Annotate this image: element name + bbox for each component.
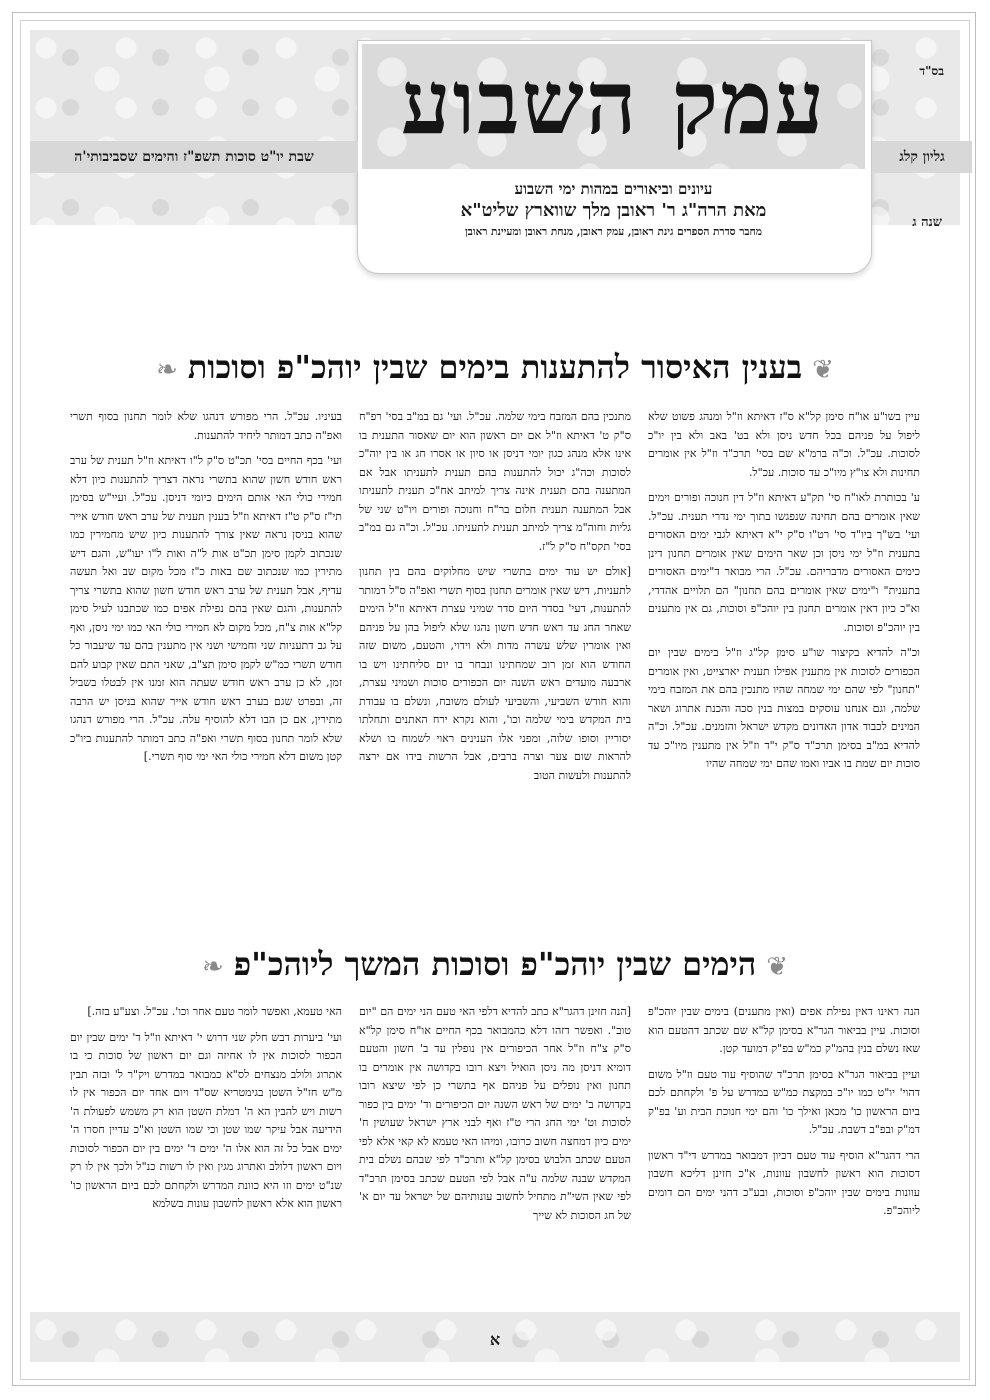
- paragraph: ועי' בכף החיים בסי' תכ"ט ס"ק ל"ו דאיתא וז"ל תענית של ערב ראש חודש חשון שהוא בתשרי נראה דצריך להתענות כיון דלא חמירי כולי האי אותם הימים כיומי דניסן. עכ"ל. ועיי"ש בסימן תי"ז ס"ק ט"ז דאיתא וז"ל בענין תענית של ערב ראש חודש אייר שהוא בניסן נראה שאין צורך להתענות כיון שיש מחמירין כמו שנכתוב לקמן סימן תכ"ט אות ל"ה ואות ל"ו יעו"ש, והגם דיש מתירין כמו שנכתוב שם באות כ"ז מכל מקום שב ואל תעשה עדיף, אבל תענית של ערב ראש חודש חשון שהוא בתשרי צריך להתענות, והגם שאין בהם נפילת אפים כמו שכתבנו לעיל סימן קל"א אות צ"ח, מכל מקום לא חמירי כולי האי כמו ימי ניסן, ואף על גב דתעניות שני וחמישי ושני אין מתענין בהם עד שיעבור כל חודש תשרי כמ"ש לקמן סימן תצ"ב, שאני התם שאין קבוע להם זמן, לא כן ערב ראש חודש שעתה הוא זמנו אין לבטלו בשביל זה, ובפרט שגם בערב ראש חודש אייר שהוא בניסן יש הרבה מתירין, אם כן הבו דלא להוסיף עלה. עכ"ל. הרי מפורש דנהגו שלא לומר תחנון בסוף תשרי ואפ"ה כתב דמותר להתענות ביו"כ קטן משום דלא חמירי כולי האי ימי סוף תשרי.]: [70, 454, 342, 763]
- section-2-title-text: הימים שבין יוהכ"פ וסוכות המשך ליוהכ"פ: [233, 945, 757, 983]
- flourish-right-icon: ❦: [812, 354, 834, 385]
- flourish-left-icon: ❧: [156, 354, 178, 385]
- section-1-column-right: [648, 408, 920, 888]
- section-2-column-left: [70, 1003, 342, 1303]
- section-1-column-left: [70, 408, 342, 888]
- author-line: מאת הרה"ג ר' ראובן מלך שווארץ שליט"א: [460, 200, 767, 221]
- section-2-column-middle: [359, 1003, 631, 1303]
- section-1-column-middle: [359, 408, 631, 888]
- issue-number: גליון קלג: [872, 141, 972, 173]
- section-1-title-text: בענין האיסור להתענות בימים שבין יוהכ"פ וסוכות: [187, 348, 803, 386]
- section-1-title: [30, 345, 960, 392]
- paragraph: [אולם יש עוד ימים בתשרי שיש מחלוקים בהם בין תחנון לתעניות, דיש שאין אומרים תחנון בסוף תשרי ואפ"ה ס"ל דמותר להתענות, דעי' בסדר היום סדר שמיני עצרת דאיתא וז"ל הימים שאחר החג עד ראש חדש חשון נהגו שלא ליפול בהן על פניהם ואין אומרין שלש עשרה מדות ולא וידוי, והטעם, משום שזה החודש הוא זמן רוב שמחתינו ונבחר בו יום סליחתינו ויש בו ארבעה מועדים ראש השנה יום הכפורים סוכות ושמיני עצרת, והוא חודש השביעי, והשביעי לעולם משובח, ונשלם בו עבודת בית המקדש בימי שלמה וכו', והוא נקרא ירח האתנים ותחלתו יסוריין וסופו שלוה, ומפני אלו הענינים ראוי לשמוח בו ושלא להראות שום צער וצרה ברבים, אבל הרשות בידו אם ירצה להתענות ולעשות הטוב: [359, 565, 631, 782]
- paragraph: וכ"ה להדיא בקיצור שו"ע סימן קל"ג וז"ל בימים שבין יום הכפורים לסוכות אין מתענין אפילו תענית יארצייט, ואין אומרים "תחנון" לפי שהם ימי שמחה שהיו מתנכין בהם את המזבח בימי שלמה, וגם אנחנו עוסקים במצות בנין סכה והכנת אתרוג ושאר המינים לכבוד אדון האדונים מקדש ישראל והזמנים. עכ"ל. וכ"ה להדיא במ"ב בסימן תרכ"ד ס"ק י"ד וז"ל אין מתענין מיו"כ עד סוכות יום שמת בו אביו ואמו שהם ימי שמחה שהיו: [648, 646, 920, 770]
- paragraph: האי טעמא, ואפשר לומר טעם אחר וכו'. עכ"ל. וצע"ע בזה.]: [87, 1005, 342, 1018]
- flourish-left-icon: ❧: [201, 951, 224, 982]
- newsletter-title: עמק השבוע: [400, 50, 827, 154]
- paragraph: מתנכין בהם המזבח בימי שלמה. עכ"ל. ועי' גם במ"ב בסי' רפ"ח ס"ק ט' דאיתא וז"ל אם יום ראשון הוא יום שאסור התענית בו אינו אלא מנהג כגון יומי דניסן או סיון או אסרו חג או בין יוה"כ לסוכות וכה"ג יכול להתענות בהם תענית לתעניתו אבל אם המתענה בהם תענית אינה צריך למיתב אח"כ תענית לתעניתו אבל המתענה תענית חלום בר"ח וחנוכה ופורים ויו"ט שני של גליות וחוה"מ צריך למיתב תענית לתעניתו. עכ"ל. וכ"ה גם במ"ב בסי' תקס"ח ס"ק ל"ז.: [359, 410, 631, 553]
- paragraph: ע' בכותרת לאו"ח סי' תק"ע דאיתא וז"ל דין חנוכה ופורים וימים שאין אומרים בהם תחינה שנפגשו בתוך ימי נדרי תענית. עכ"ל. ועי' בש"ך ביו"ד סי' רט"ו ס"ק י"א דאיתא לגבי ימים האסורים בתענית וז"ל ימי ניסן וכן שאר הימים שאין אומרים תחנון דינן כימים האסורים מדבריהם. עכ"ל. הרי מבואר ד"ימים האסורים בתענית" ו"ימים שאין אומרים בהם תחנון" הם תלויים אהדדי, וא"כ כיון דאין אומרים תחנון בין יוהכ"פ וסוכות, גם אין מתענים בין יוהכ"פ וסוכות.: [648, 491, 920, 634]
- section-2-column-right: [648, 1003, 920, 1303]
- paragraph: ועיין בביאור הגר"א בסימן תרכ"ד שהוסיף עוד טעם וז"ל משום דהוי' יו"ט כמו יו"כ במקצת כמ"ש במדרש על פ' ולקחתם לכם ביום הראשון כו' מכאן ואילך כו' והם ימי חנוכת הבית וע' בפ"ק דמ"ק ובפ"ב דשבת. עכ"ל.: [648, 1067, 920, 1136]
- author-books-line: מחבר סדרת הספרים גינת ראובן, עמק ראובן, מנחת ראובן ומעיינת ראובן: [465, 226, 762, 238]
- section-2-columns: [70, 1003, 920, 1303]
- newsletter-subtitle: עיונים וביאורים במהות ימי השבוע: [514, 180, 713, 198]
- flourish-right-icon: ❦: [766, 951, 789, 982]
- page-number: א: [489, 1330, 501, 1349]
- section-1-columns: [70, 408, 920, 888]
- paragraph: עיין בשו"ע או"ח סימן קל"א ס"ז דאיתא וז"ל ומנהג פשוט שלא ליפול על פניהם בכל חדש ניסן ולא בט' באב ולא בין יו"כ לסוכות. עכ"ל. וכ"ה ברמ"א שם בסי' תרכ"ד וז"ל אין אומרים תחינות ולא צו"ץ מיו"כ עד סוכות. עכ"ל.: [648, 410, 920, 479]
- parasha-date: שבת יו"ט סוכות תשפ"ז והימים שסביבותי'ה: [30, 141, 358, 173]
- bsd-mark: בס"ד: [919, 64, 944, 78]
- paragraph: בעיניו. עכ"ל. הרי מפורש דנהגו שלא לומר תחנון בסוף תשרי ואפ"ה כתב דמותר ליחיד להתענות.: [70, 410, 342, 442]
- section-2-title: [30, 942, 960, 989]
- paragraph: הרי דהגר"א הוסיף עוד טעם דכיון דמבואר במדרש די"ד ראשון דסוכות הוא ראשון לחשבון עוונות, א"כ חזינן דליכא חשבון עוונות בימים שבין יוהכ"פ וסוכות, ובע"כ דהני ימים הם דומים ליוהכ"פ.: [648, 1148, 920, 1217]
- paragraph: [הנה חזינן דהגר"א כתב להדיא דלפי האי טעם הני ימים הם "יום טוב". ואפשר דזהו דלא כהמבואר בכף החיים או"ח סימן קל"א ס"ק צ"ח וז"ל אחר הכיפורים אין נופלין עד ב' חשון והטעם דומיא דניסן מה ניסן הואיל ויצא רובו בקדושה אין אומרים בו תחנון ואין נופלים על פניהם אף בתשרי כן לפי שיצא רובו בקדושה ב' ימים של ראש השנה יום הכיפורים וד' ימים בין כפור לסוכות וט' ימי החג הרי ט"ז ואף לבני ארץ ישראל שעושין ח' ימים כיון דמחצה חשוב כרובו, ומיהו האי טעמא לא קאי אלא לפי הטעם שכתב הלבוש בסימן קל"א ותרכ"ד לפי שבהם נשלם בית המקדש שבנה שלמה ע"ה אבל לפי הטעם שכתב בסימן תרכ"ד לפי שאין השי"ת מתחיל לחשוב עונותיהם של ישראל עד יום א' של חג הסוכות לא שייך: [359, 1005, 631, 1222]
- paragraph: הנה ראינו דאין נפילת אפים (ואין מתענים) בימים שבין יוהכ"פ וסוכות. עיין בביאור הגר"א בסימן קל"א שם שכתב דהטעם הוא שאז נשלם בנין בהמ"ק כמ"ש בפ"ק דמועד קטן.: [648, 1005, 920, 1055]
- paragraph: ועי' ביערות דבש חלק שני דרוש י' דאיתא וז"ל ד' ימים שבין יום הכפור לסוכות אין לו אחיזה וגם יום ראשון של סוכות כי בו אתרוג ולולב מנצחים לס"א כמבואר במדרש ויק"ר ל' ובזה תבין מ"ש חז"ל השטן בגימטריא שס"ד ויום אחד יום הכפור אין לו רשות ויש להבין הא ה' דמלת השטן הוא רק משמש לפעולת ה' הידיעה אבל עיקר שמו שטן וכי שמו השטן וא"כ עדיין חסרו ה' ימים אבל כל זה הוא אלו ה' ימים ד' ימים בין יום הכפור לסוכות ויום ראשון דלולב ואתרוג מגין ואין לו רשות כנ"ל ולכך אין לו רק שנ"ט ימים וזו היא כוונת המדרש ולקחתם לכם ביום הראשון כו' ראשון הוא אלא ראשון לחשבון עונות בשלמא: [70, 1030, 342, 1210]
- year-label: שנה ג: [912, 215, 942, 230]
